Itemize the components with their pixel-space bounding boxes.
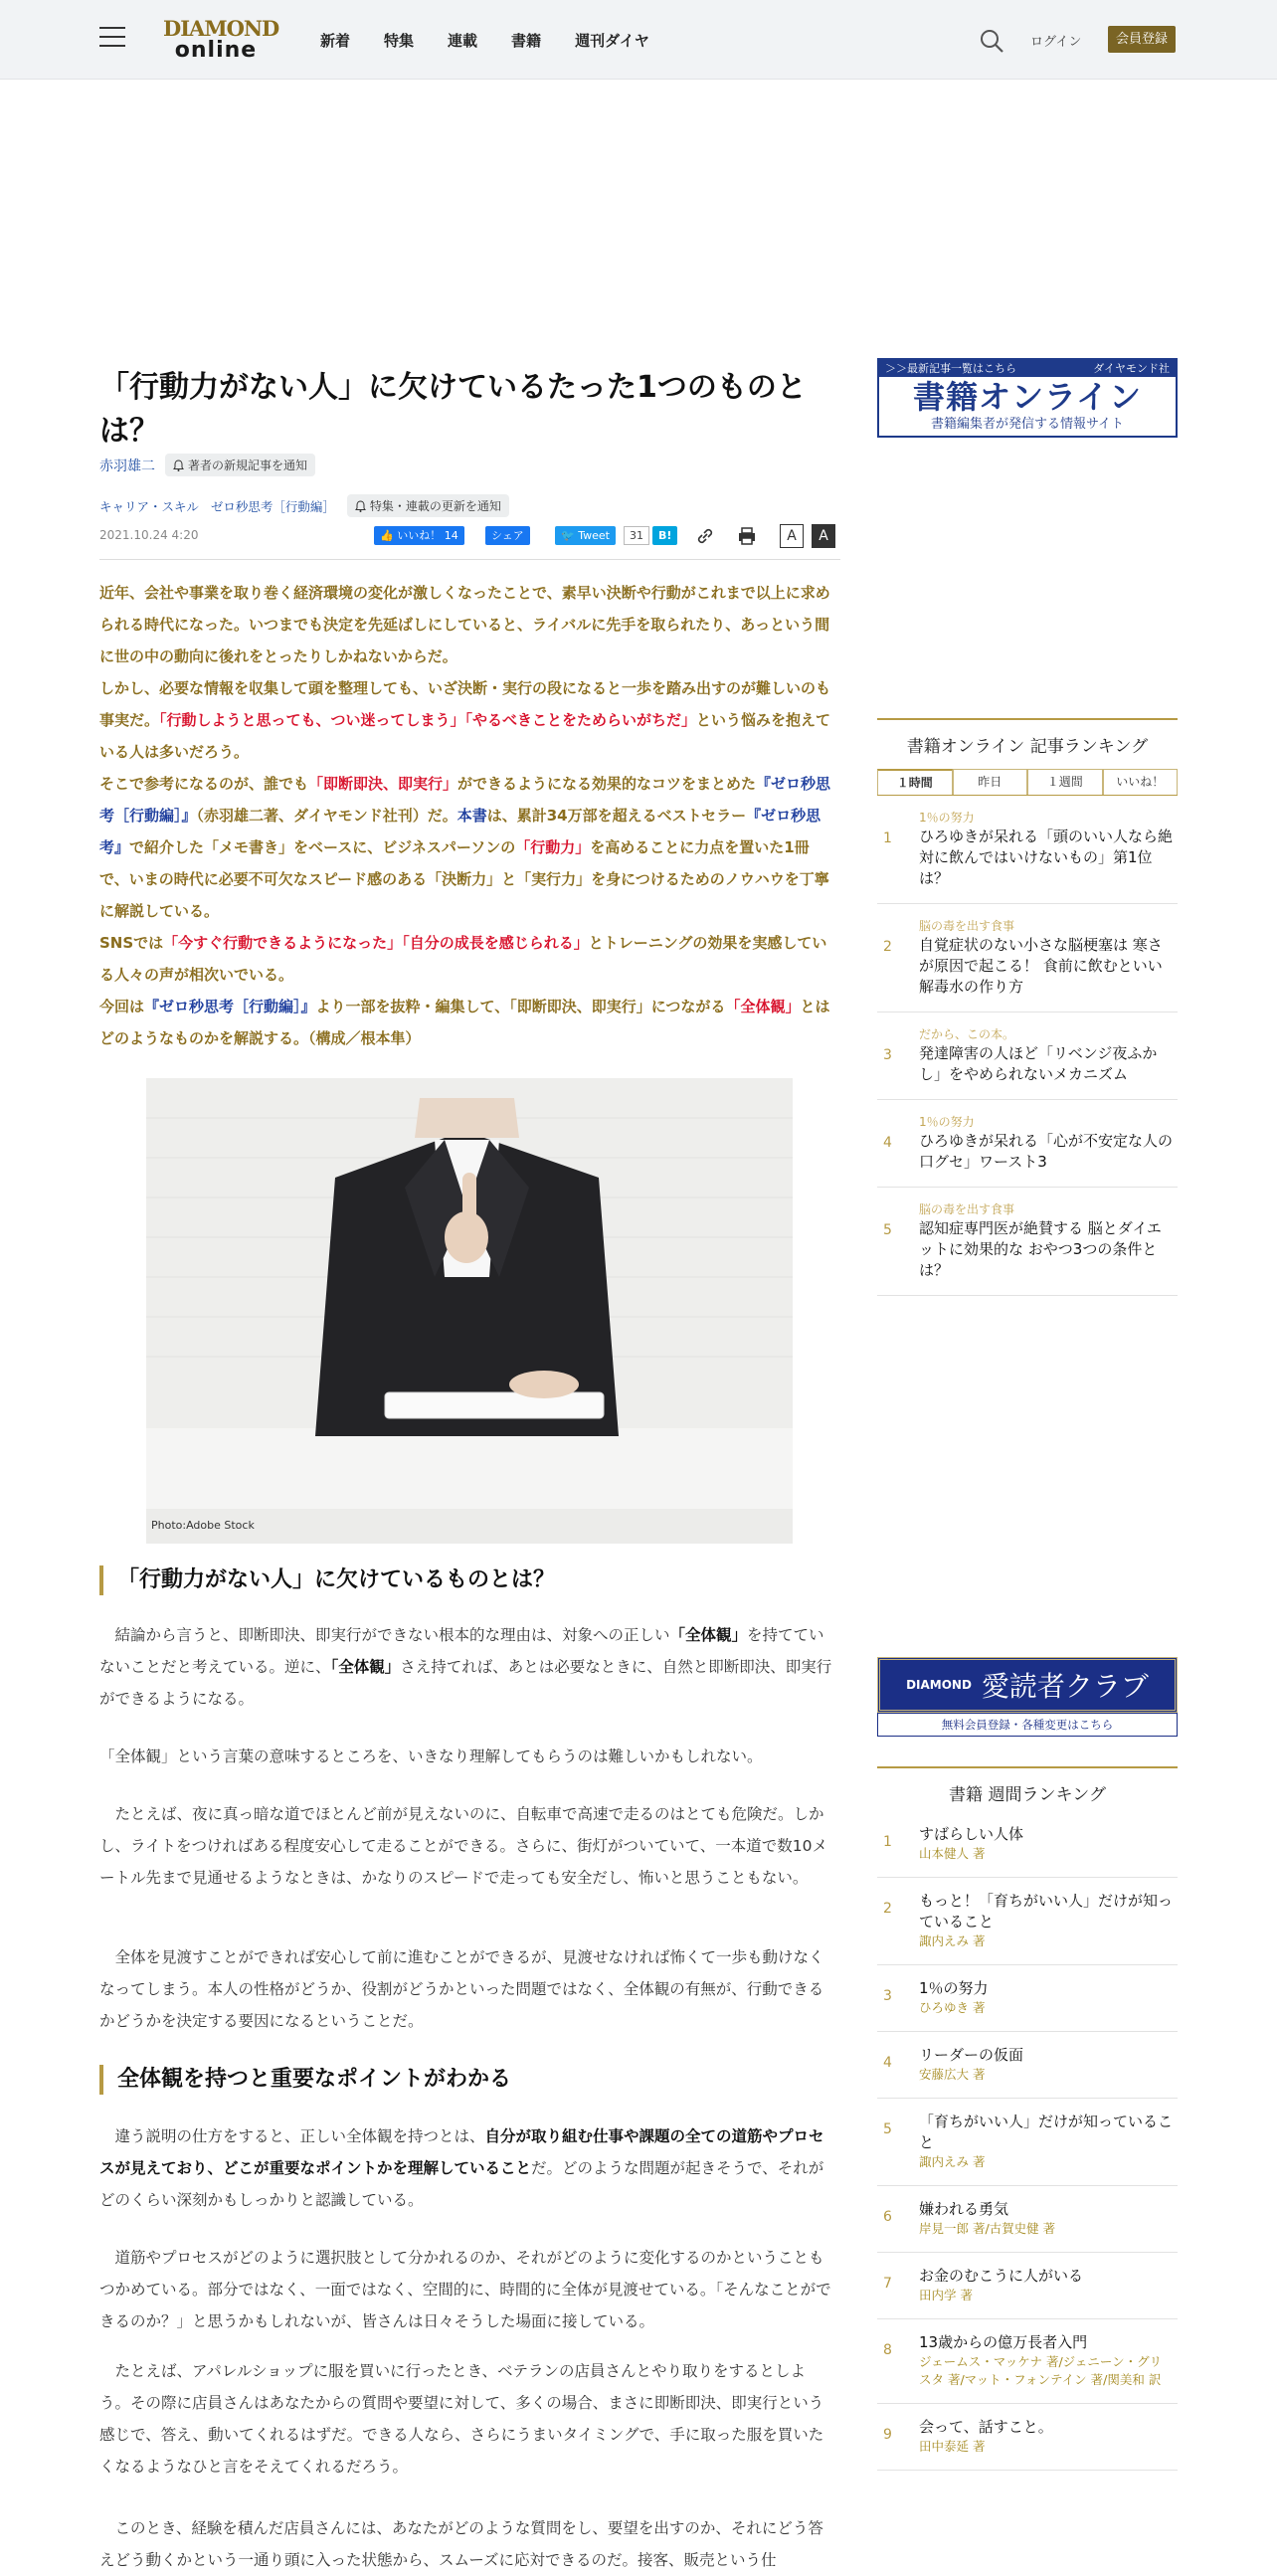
search-icon[interactable] bbox=[979, 28, 1004, 54]
section-heading: 「行動力がない人」に欠けているものとは？ bbox=[99, 1565, 835, 1595]
body-paragraph: たとえば、アパレルショップに服を買いに行ったとき、ベテランの店員さんとやり取りをするとしよう。その際に店員さんはあなたからの質問や要望に対して、多くの場合、まさに即断即決、即実行という感じで、答え、動いてくれるはずだ。できる人なら、さらにうまいタイミングで、手に取った服を買いたくなるようなひと言をそえてくれるだろう。 bbox=[99, 2362, 824, 2476]
article-photo bbox=[146, 1078, 793, 1544]
body-paragraph: 結論から言うと、即断即決、即実行ができない根本的な理由は、対象への正しい「全体観」を持てていないことだと考えている。逆に、「全体観」さえ持てれば、あとは必要なときに、自然と即断即決、即実行ができるようになる。 bbox=[99, 1626, 832, 1708]
author-link[interactable]: 赤羽雄二 bbox=[99, 458, 155, 474]
tab-yesterday[interactable]: 昨日 bbox=[953, 769, 1028, 795]
bird-icon: 🐦 bbox=[561, 529, 575, 542]
ranking-tabs bbox=[877, 769, 1178, 796]
ranking-item[interactable]: 8 13歳からの億万長者入門 ジェームス・マッケナ 著/ジェニーン・グリスタ 著/マット・フォンテイン 著/関美和 訳 bbox=[877, 2319, 1178, 2404]
book-online-ranking bbox=[877, 718, 1178, 1296]
nav-item-feature[interactable]: 特集 bbox=[384, 32, 415, 50]
ranking-item[interactable]: 9 会って、話すこと。 田中泰延 著 bbox=[877, 2404, 1178, 2471]
print-icon[interactable] bbox=[736, 525, 758, 547]
facebook-like-button[interactable]: 👍 いいね！ 14 bbox=[374, 526, 464, 545]
nav-item-series[interactable]: 連載 bbox=[448, 32, 478, 50]
body-paragraph: 違う説明の仕方をすると、正しい全体観を持つとは、自分が取り組む仕事や課題の全ての道筋やプロセスが見えており、どこが重要なポイントかを理解していることだ。どのような問題が起きそうで、それがどのくらい深刻かもしっかりと認識している。 bbox=[99, 2127, 824, 2209]
body-paragraph: このとき、経験を積んだ店員さんには、あなたがどのような質問をし、要望を出すのか、それにどう答えどう動くかという一通り頭に入った状態から、スムーズに応対できるのだ。接客、販売という仕 bbox=[99, 2519, 823, 2569]
font-size-large-button[interactable]: A bbox=[812, 524, 835, 548]
lead-paragraph: 今回は『ゼロ秒思考［行動編］』より一部を抜粋・編集して、「即断即決、即実行」につながる「全体観」とはどのようなものかを解説する。（構成／根本隼） bbox=[99, 998, 830, 1047]
login-link[interactable]: ログイン bbox=[1030, 35, 1082, 50]
ranking-item[interactable]: 3 だから、この本。 発達障害の人ほど「リベンジ夜ふかし」をやめられないメカニズム bbox=[877, 1012, 1178, 1100]
author-follow-button[interactable]: 著者の新規記事を通知 bbox=[165, 454, 315, 476]
facebook-share-button[interactable]: シェア bbox=[485, 526, 530, 545]
body-paragraph: 全体を見渡すことができれば安心して前に進むことができるが、見渡せなければ怖くて一歩も動けなくなってしまう。本人の性格がどうか、役割がどうかといった問題ではなく、全体観の有無が、行動できるかどうかを決定する要因になるということだ。 bbox=[99, 1948, 824, 2030]
ranking-item[interactable]: 3 1％の努力 ひろゆき 著 bbox=[877, 1965, 1178, 2032]
site-header bbox=[0, 0, 1277, 80]
lead-paragraph: SNSでは「今すぐ行動できるようになった」「自分の成長を感じられる」とトレーニングの効果を実感している人々の声が相次いでいる。 bbox=[99, 934, 827, 984]
ranking-item[interactable]: 2 脳の毒を出す食事 自覚症状のない小さな脳梗塞は 寒さが原因で起こる！ 食前に飲むといい解毒水の作り方 bbox=[877, 904, 1178, 1012]
ranking-item[interactable]: 4 リーダーの仮面 安藤広大 著 bbox=[877, 2032, 1178, 2099]
book-online-banner[interactable]: ＞＞最新記事一覧はこちら ダイヤモンド社 書籍オンライン 書籍編集者が発信する情報サイト bbox=[877, 358, 1178, 438]
menu-icon[interactable] bbox=[99, 27, 125, 49]
hatena-bookmark-button[interactable]: B! bbox=[652, 526, 677, 545]
article-lead bbox=[99, 577, 835, 1054]
ranking-item[interactable]: 6 嫌われる勇気 岸見一郎 著/古賀史健 著 bbox=[877, 2186, 1178, 2253]
tab-1hour[interactable]: １時間 bbox=[877, 769, 953, 795]
ranking-item[interactable]: 5 脳の毒を出す食事 認知症専門医が絶賛する 脳とダイエットに効果的な おやつ3つの条件とは？ bbox=[877, 1188, 1178, 1296]
tweet-count: 31 bbox=[624, 526, 649, 545]
ranking-title: 書籍オンライン 記事ランキング bbox=[877, 718, 1178, 757]
lead-paragraph: そこで参考になるのが、誰でも「即断即決、即実行」ができるようになる効果的なコツをまとめた『ゼロ秒思考［行動編］』（赤羽雄二著、ダイヤモンド社刊）だ。本書は、累計34万部を超えるベストセラー『ゼロ秒思考』で紹介した「メモ書き」をベースに、ビジネスパーソンの「行動力」を高めることに力点を置いた1冊で、いまの時代に必要不可欠なスピード感のある「決断力」と「実行力」を身につけるためのノウハウを丁寧に解説している。 bbox=[99, 775, 831, 920]
link-icon[interactable] bbox=[694, 525, 716, 547]
register-button[interactable]: 会員登録 bbox=[1108, 26, 1176, 53]
ranking-list bbox=[877, 796, 1178, 1296]
font-size-small-button[interactable]: A bbox=[780, 524, 804, 548]
tab-likes[interactable]: いいね！ bbox=[1103, 769, 1179, 795]
nav-item-weekly[interactable]: 週刊ダイヤ bbox=[575, 32, 649, 50]
tweet-button[interactable]: 🐦 Tweet bbox=[555, 526, 616, 545]
site-logo[interactable]: DIAMOND online bbox=[163, 16, 279, 63]
ranking-item[interactable]: 4 1％の努力 ひろゆきが呆れる「心が不安定な人の口グセ」ワースト3 bbox=[877, 1100, 1178, 1188]
thumbs-up-icon: 👍 bbox=[380, 529, 394, 542]
body-paragraph: 「全体観」という言葉の意味するところを、いきなり理解してもらうのは難しいかもしれない。 bbox=[99, 1748, 763, 1765]
ranking-item[interactable]: 7 お金のむこうに人がいる 田内学 著 bbox=[877, 2253, 1178, 2319]
ranking-list bbox=[877, 1811, 1178, 2471]
category-link[interactable]: キャリア・スキル bbox=[99, 498, 199, 514]
author-row bbox=[99, 454, 315, 476]
body-paragraph: たとえば、夜に真っ暗な道でほとんど前が見えないのに、自転車で高速で走るのはとても危険だ。しかし、ライトをつければある程度安心して走ることができる。さらに、街灯がついていて、一本道で数10メートル先まで見通せるようなときは、かなりのスピードで走っても安全だし、怖いと思うこともない。 bbox=[99, 1805, 827, 1887]
bell-icon bbox=[173, 460, 184, 471]
section-heading: 全体観を持つと重要なポイントがわかる bbox=[99, 2065, 835, 2095]
lead-paragraph: 近年、会社や事業を取り巻く経済環境の変化が激しくなったことで、素早い決断や行動がこれまで以上に求められる時代になった。いつまでも決定を先延ばしにしていると、ライバルに先手を取られたり、あっという間に世の中の動向に後れをとったりしかねないからだ。 bbox=[99, 584, 830, 665]
main-nav bbox=[320, 30, 649, 51]
weekly-book-ranking bbox=[877, 1766, 1178, 2471]
nav-item-new[interactable]: 新着 bbox=[320, 32, 351, 50]
body-paragraph: 道筋やプロセスがどのように選択肢として分かれるのか、それがどのように変化するのかということもつかめている。部分ではなく、一面ではなく、空間的に、時間的に全体が見渡せている。「そんなことができるのか？」と思うかもしれないが、皆さんは日々そうした場面に接している。 bbox=[99, 2249, 831, 2330]
ranking-item[interactable]: 1 すばらしい人体 山本健人 著 bbox=[877, 1811, 1178, 1878]
photo-credit: Photo:Adobe Stock bbox=[146, 1509, 793, 1544]
lead-paragraph: しかし、必要な情報を収集して頭を整理しても、いざ決断・実行の段になると一歩を踏み出すのが難しいのも事実だ。「行動しようと思っても、つい迷ってしまう」「やるべきことをためらいがちだ」という悩みを抱えている人は多いだろう。 bbox=[99, 679, 831, 761]
ranking-item[interactable]: 5 「育ちがいい人」だけが知っていること 諏内えみ 著 bbox=[877, 2099, 1178, 2186]
businesswoman-keyboard-image bbox=[146, 1078, 793, 1544]
ranking-item[interactable]: 1 1％の努力 ひろゆきが呆れる「頭のいい人なら絶対に飲んではいけないもの」第1位は？ bbox=[877, 796, 1178, 904]
bell-icon bbox=[355, 500, 366, 512]
readers-club-banner[interactable]: DIAMOND 愛読者クラブ 無料会員登録・各種変更はこちら bbox=[877, 1657, 1178, 1737]
article-meta-bar bbox=[99, 524, 840, 560]
series-follow-button[interactable]: 特集・連載の更新を通知 bbox=[347, 494, 509, 517]
article-title: 「行動力がない人」に欠けているたった1つのものとは？ bbox=[99, 370, 807, 449]
publish-date: 2021.10.24 4:20 bbox=[99, 528, 199, 542]
tab-1week[interactable]: １週間 bbox=[1027, 769, 1103, 795]
category-row bbox=[99, 494, 509, 517]
nav-item-books[interactable]: 書籍 bbox=[511, 32, 542, 50]
ranking-title: 書籍 週間ランキング bbox=[877, 1766, 1178, 1811]
series-link[interactable]: ゼロ秒思考［行動編］ bbox=[210, 498, 335, 514]
ranking-item[interactable]: 2 もっと！「育ちがいい人」だけが知っていること 諏内えみ 著 bbox=[877, 1878, 1178, 1965]
